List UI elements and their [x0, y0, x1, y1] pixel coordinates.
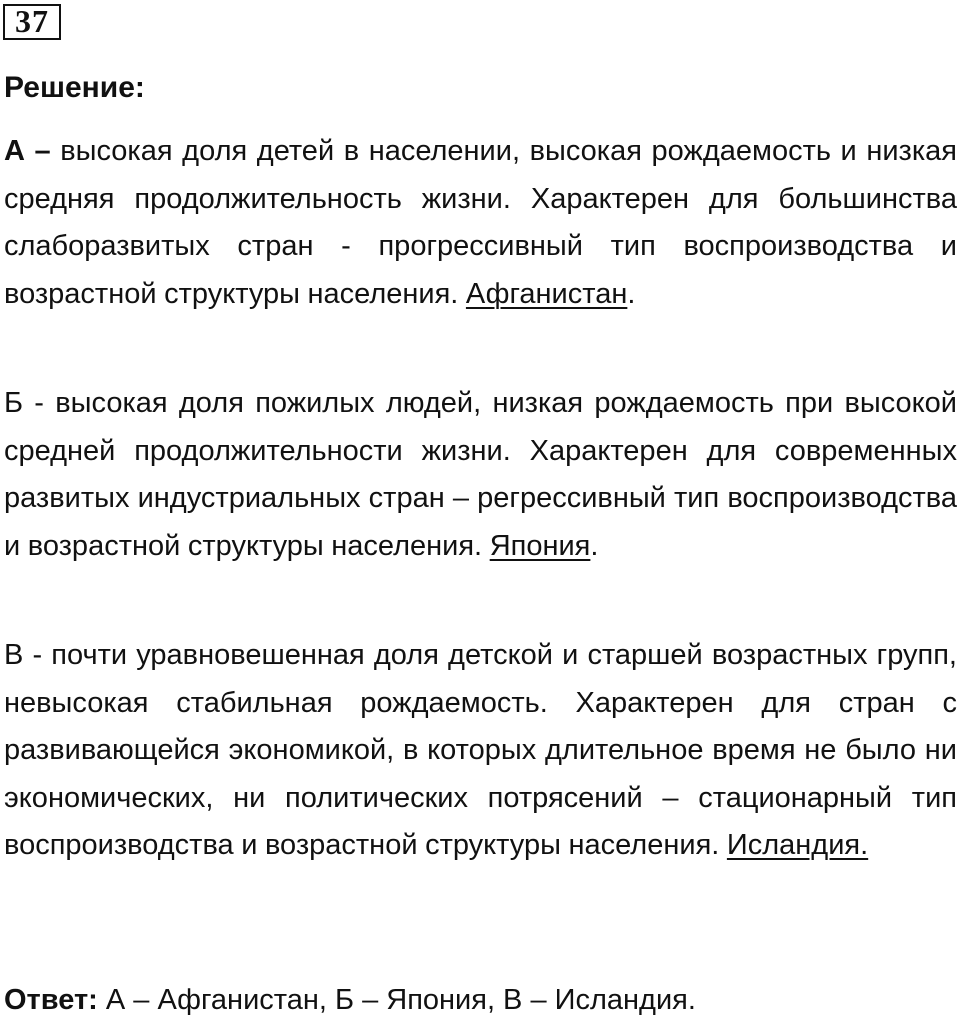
task-number-box: 37	[3, 4, 61, 40]
answer-text: А – Афганистан, Б – Япония, В – Исландия.	[97, 984, 696, 1016]
country-japan: Япония	[489, 529, 591, 562]
paragraph-a	[4, 128, 957, 318]
paragraph-c	[4, 632, 957, 870]
paragraph-a-lead: А –	[4, 135, 51, 167]
paragraph-a-text: высокая доля детей в населении, высокая рождаемость и низкая средняя продолжительность жизни. Характерен для большинства слаборазвитых стран - прогрессивный тип воспроизводства и возрастной структуры населения.	[4, 135, 957, 310]
paragraph-c-text: В - почти уравновешенная доля детской и старшей возрастных групп, невысокая стабильная рождаемость. Характерен для стран с развивающейся экономикой, в которых длительное время не было ни экономических, ни политических потрясений – стационарный тип воспроизводства и возрастной структуры населения.	[4, 639, 957, 861]
answer-label: Ответ:	[4, 984, 98, 1016]
paragraph-b-text: Б - высокая доля пожилых людей, низкая рождаемость при высокой средней продолжительности жизни. Характерен для современных развитых индустриальных стран – регрессивный тип воспроизводства и возрастной структуры населения.	[4, 387, 957, 562]
paragraph-b	[4, 380, 957, 570]
country-iceland: Исландия.	[726, 829, 869, 861]
paragraph-b-tail: .	[590, 529, 599, 562]
answer-line	[4, 980, 696, 1020]
paragraph-a-tail: .	[627, 277, 636, 310]
country-afghanistan: Афганистан	[465, 277, 628, 310]
solution-heading: Решение:	[4, 71, 145, 104]
